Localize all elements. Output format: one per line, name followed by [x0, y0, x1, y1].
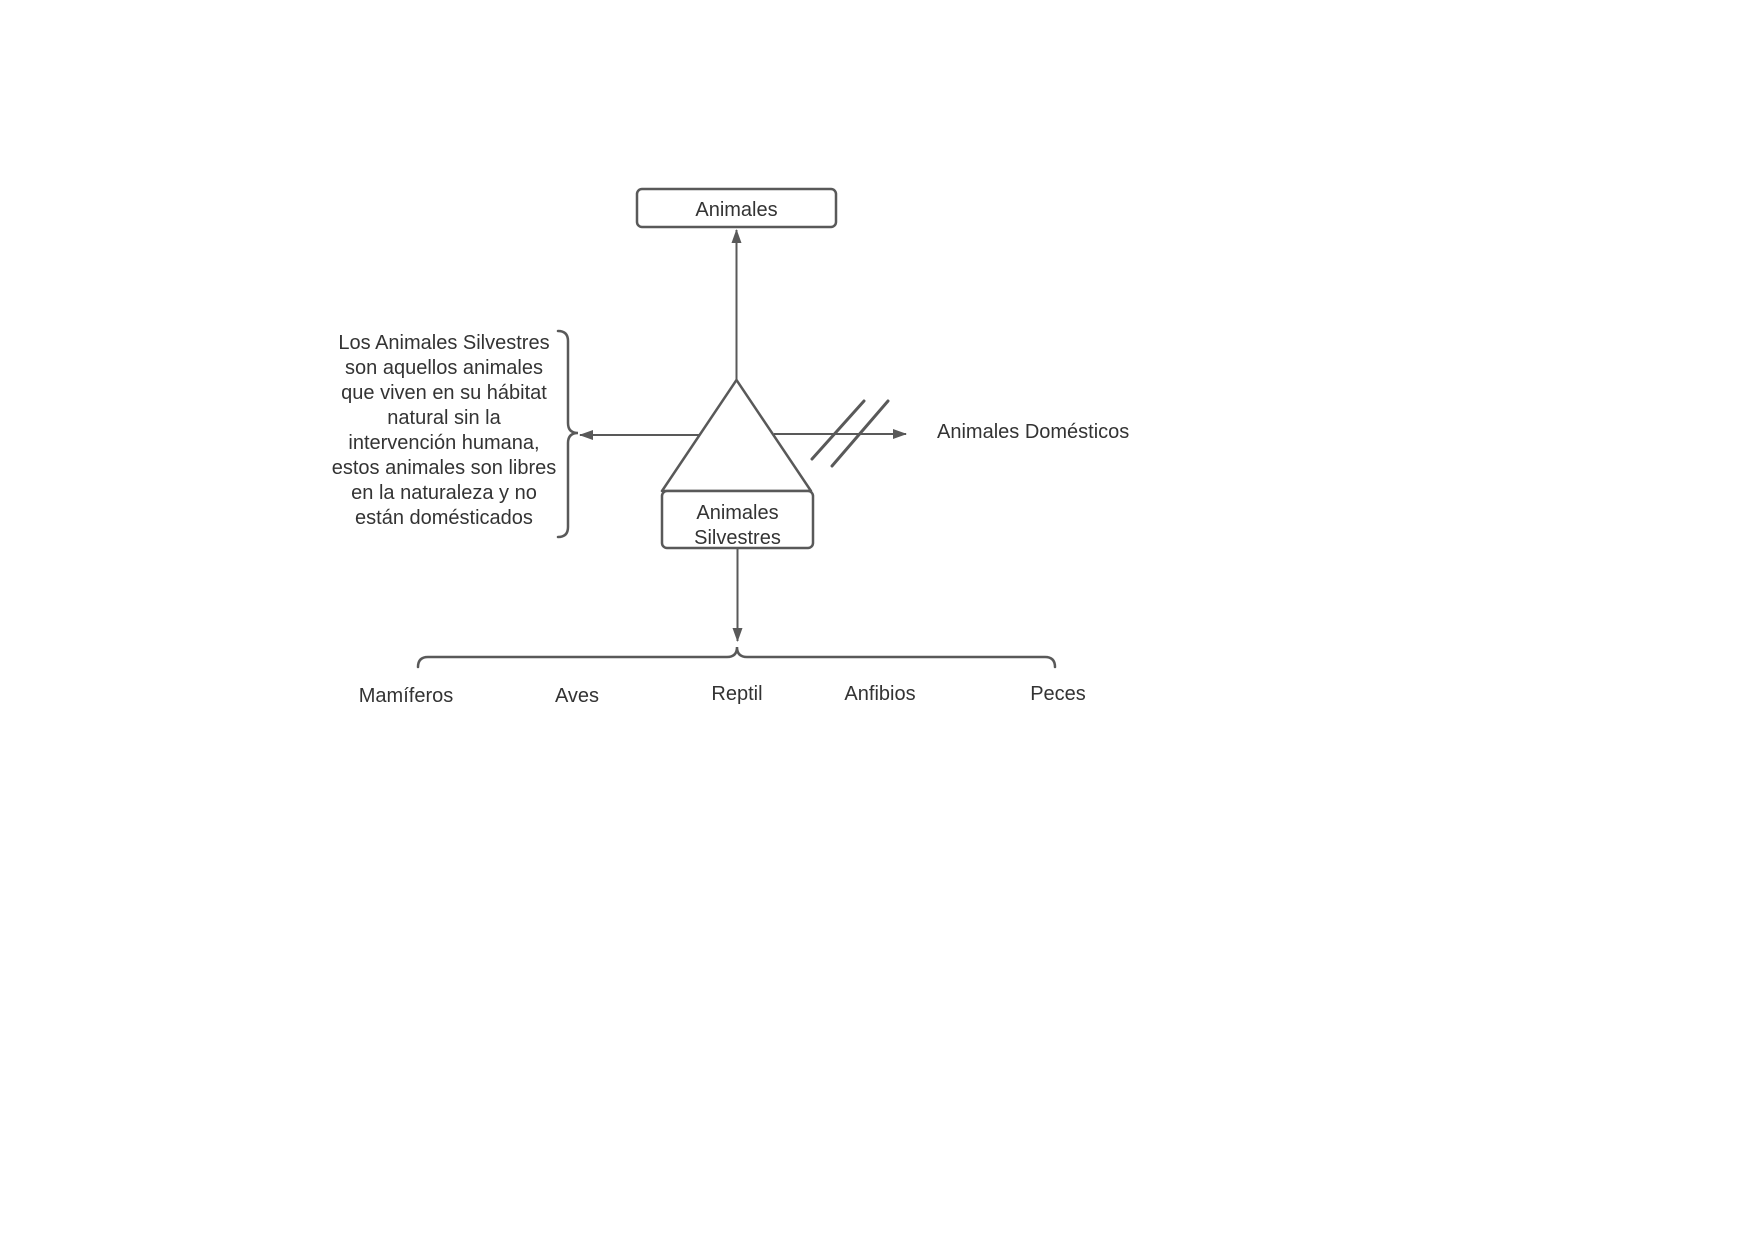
- silvestres-node-label-line2: Silvestres: [694, 527, 781, 549]
- silvestres-node-label-line1: Animales: [696, 502, 779, 524]
- description-line: estos animales son libres: [331, 457, 557, 479]
- category-anfibios: Anfibios: [844, 683, 916, 705]
- description-line: intervención humana,: [348, 432, 540, 454]
- description-line: son aquellos animales: [345, 357, 543, 379]
- category-peces: Peces: [1030, 683, 1086, 705]
- animales-node-label: Animales: [695, 199, 778, 221]
- description-line: están domésticados: [355, 507, 533, 529]
- domesticos-label: Animales Domésticos: [937, 421, 1130, 443]
- category-aves: Aves: [554, 685, 600, 707]
- category-mamiferos: Mamíferos: [358, 685, 454, 707]
- category-reptil: Reptil: [711, 683, 763, 705]
- description-line: Los Animales Silvestres: [338, 332, 550, 354]
- description-brace: [558, 331, 578, 537]
- negation-slash-1: [812, 401, 864, 459]
- description-line: que viven en su hábitat: [341, 382, 547, 404]
- description-line: en la naturaleza y no: [351, 482, 537, 504]
- description-text: [332, 332, 557, 529]
- description-line: natural sin la: [387, 407, 501, 429]
- categories-brace: [418, 647, 1055, 667]
